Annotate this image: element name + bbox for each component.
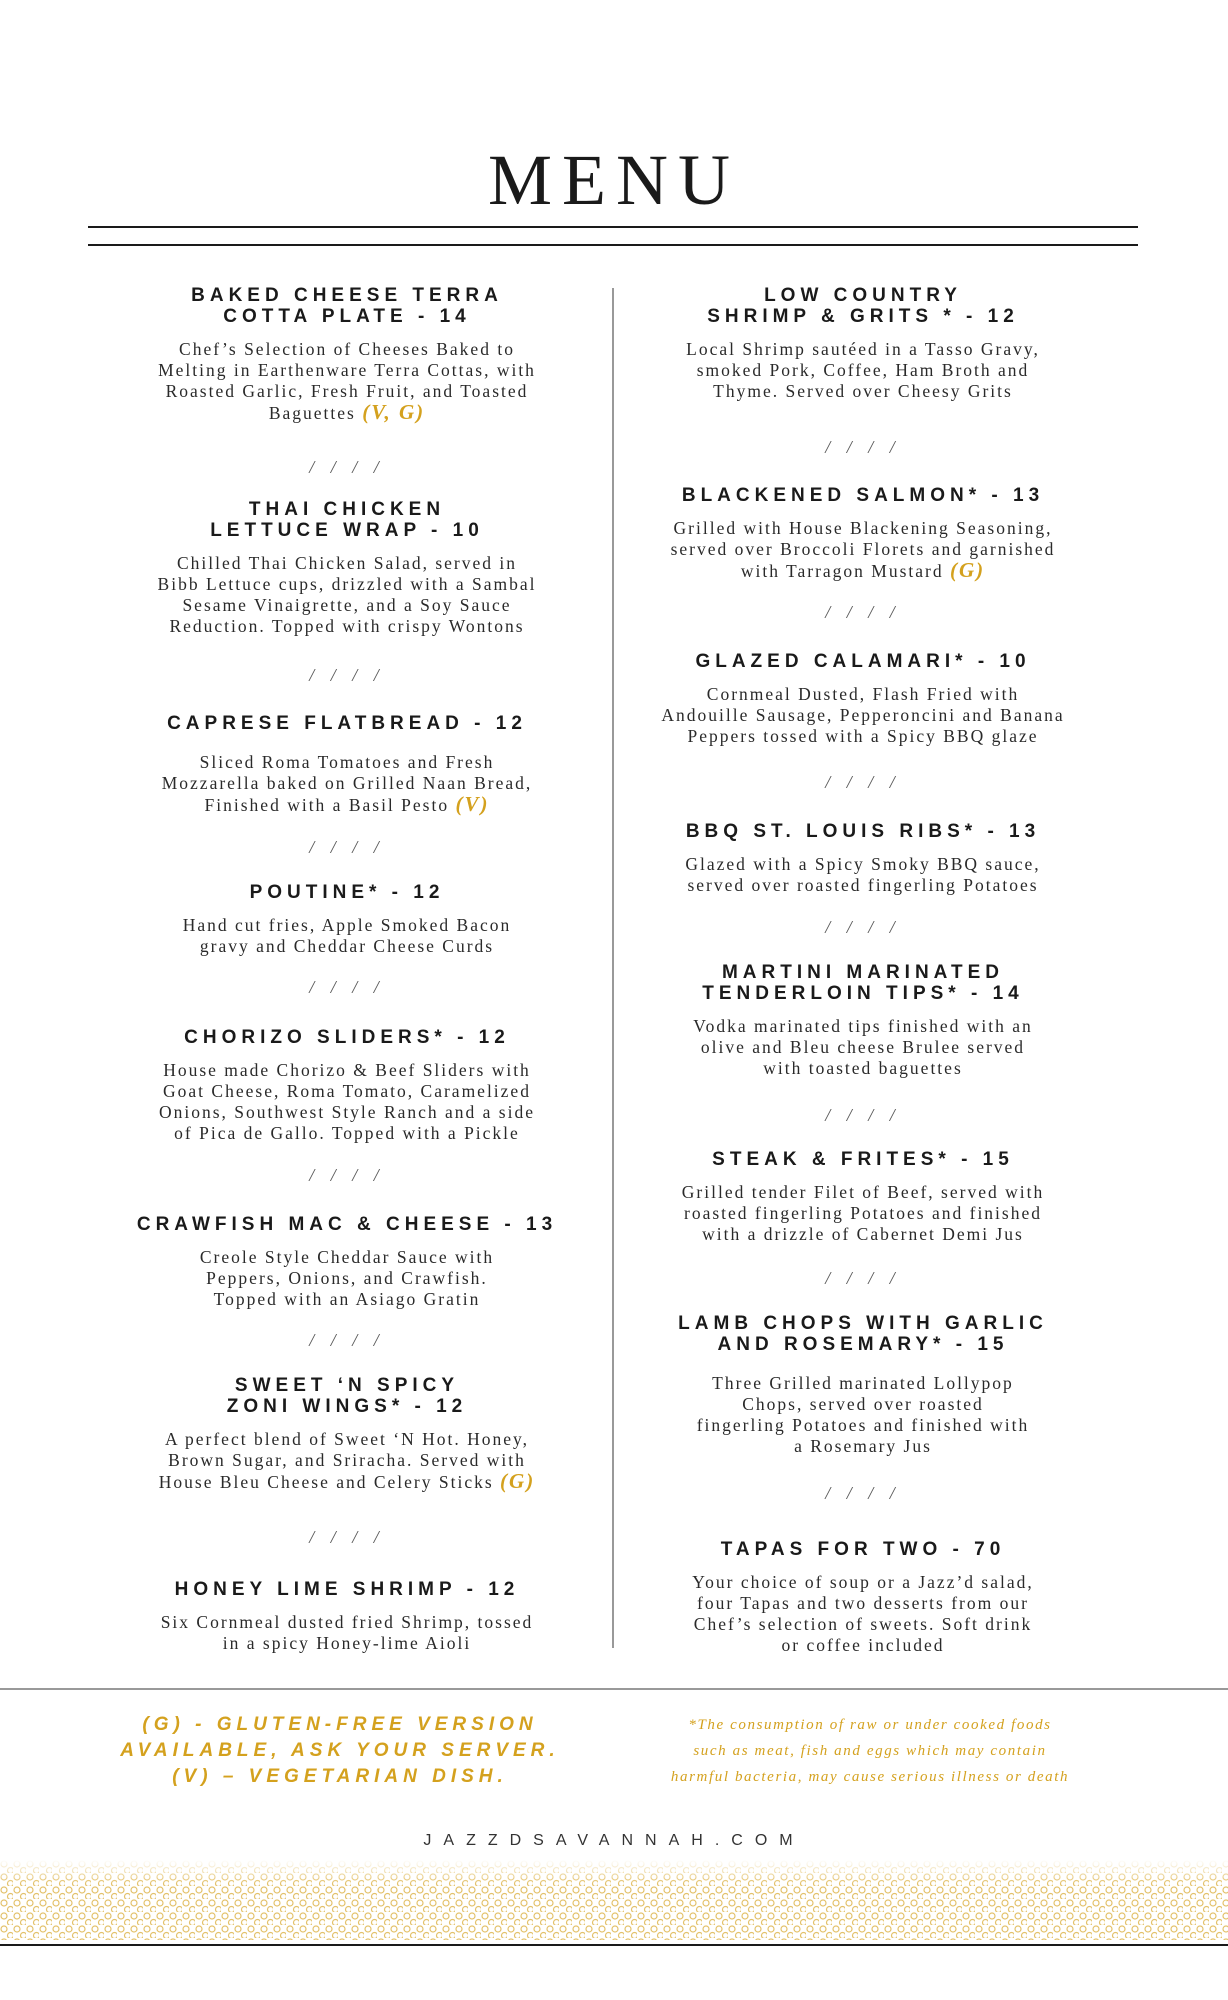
menu-item (628, 285, 1098, 402)
item-description: Hand cut fries, Apple Smoked Bacon gravy and Cheddar Cheese Curds (182, 915, 512, 956)
diet-legend (100, 1712, 580, 1790)
menu-item (112, 1375, 582, 1493)
item-description (112, 339, 582, 424)
menu-item (628, 651, 1098, 747)
separator: / / / / (309, 1527, 385, 1547)
separator: / / / / (309, 1330, 385, 1350)
item-title: HONEY LIME SHRIMP - 12 (174, 1579, 520, 1600)
item-description: Cornmeal Dusted, Flash Fried with Andouille Sausage, Pepperoncini and Banana Peppers tossed with a Spicy BBQ glaze (661, 684, 1065, 746)
separator: / / / / (825, 1268, 901, 1288)
item-description (628, 518, 1098, 582)
dot-pattern (0, 1860, 1228, 1940)
item-description-text: Sliced Roma Tomatoes and Fresh Mozzarella baked on Grilled Naan Bread, Finished with a Basil Pesto (161, 752, 533, 815)
separator: / / / / (825, 1105, 901, 1125)
separator: / / / / (825, 917, 901, 937)
item-title: CRAWFISH MAC & CHEESE - 13 (136, 1214, 558, 1235)
item-title: SWEET ‘N SPICY ZONI WINGS* - 12 (226, 1375, 468, 1417)
menu-item (628, 1149, 1098, 1245)
diet-tag: (V) (455, 792, 490, 816)
website-url: JAZZDSAVANNAH.COM (423, 1832, 805, 1849)
separator: / / / / (825, 1483, 901, 1503)
item-description: Creole Style Cheddar Sauce with Peppers, Onions, and Crawfish. Topped with an Asiago Gratin (199, 1247, 495, 1309)
diet-legend-text: (G) - GLUTEN-FREE VERSION AVAILABLE, ASK YOUR SERVER. (V) – VEGETARIAN DISH. (120, 1714, 560, 1787)
item-title: STEAK & FRITES* - 15 (712, 1149, 1014, 1170)
menu-item (628, 1539, 1098, 1656)
item-description: Local Shrimp sautéed in a Tasso Gravy, smoked Pork, Coffee, Ham Broth and Thyme. Served over Cheesy Grits (686, 339, 1040, 401)
menu-item (112, 499, 582, 637)
column-divider (612, 288, 614, 1648)
item-title: CHORIZO SLIDERS* - 12 (184, 1027, 510, 1048)
menu-item (112, 1214, 582, 1310)
title-rule-bottom (88, 244, 1138, 246)
item-description (112, 1429, 582, 1493)
item-title: BAKED CHEESE TERRA COTTA PLATE - 14 (191, 285, 503, 327)
item-description-text: A perfect blend of Sweet ‘N Hot. Honey, Brown Sugar, and Sriracha. Served with House Bleu Cheese and Celery Sticks (158, 1429, 530, 1492)
separator: / / / / (309, 837, 385, 857)
footer-rule (0, 1688, 1228, 1690)
title-rule-top (88, 226, 1138, 228)
item-description-text: Chef’s Selection of Cheeses Baked to Melting in Earthenware Terra Cottas, with Roasted Garlic, Fresh Fruit, and Toasted Baguettes (158, 339, 536, 423)
diet-tag: (G) (500, 1469, 536, 1493)
item-title: BBQ ST. LOUIS RIBS* - 13 (685, 821, 1041, 842)
item-title: MARTINI MARINATED TENDERLOIN TIPS* - 14 (702, 962, 1024, 1004)
item-description-text: Grilled with House Blackening Seasoning, served over Broccoli Florets and garnished with Tarragon Mustard (670, 518, 1056, 581)
item-title: TAPAS FOR TWO - 70 (720, 1539, 1006, 1560)
item-description: Chilled Thai Chicken Salad, served in Bibb Lettuce cups, drizzled with a Sambal Sesame Vinaigrette, and a Soy Sauce Reduction. Topped with crispy Wontons (157, 553, 537, 636)
menu-item (112, 1027, 582, 1144)
menu-item (628, 821, 1098, 896)
menu-item (112, 1579, 582, 1654)
separator: / / / / (825, 437, 901, 457)
item-title: BLACKENED SALMON* - 13 (681, 485, 1045, 506)
item-title: THAI CHICKEN LETTUCE WRAP - 10 (210, 499, 484, 541)
menu-item (628, 1313, 1098, 1457)
item-description: House made Chorizo & Beef Sliders with Goat Cheese, Roma Tomato, Caramelized Onions, Southwest Style Ranch and a side of Pica de Gallo. Topped with a Pickle (158, 1060, 535, 1143)
menu-item (112, 713, 582, 816)
menu-item (628, 962, 1098, 1079)
separator: / / / / (309, 1165, 385, 1185)
menu-item (112, 285, 582, 424)
separator: / / / / (309, 665, 385, 685)
separator: / / / / (309, 457, 385, 477)
separator: / / / / (309, 977, 385, 997)
menu-item (112, 882, 582, 957)
item-description: Vodka marinated tips finished with an olive and Bleu cheese Brulee served with toasted baguettes (693, 1016, 1033, 1078)
item-description (112, 752, 582, 816)
item-title: LOW COUNTRY SHRIMP & GRITS * - 12 (707, 285, 1019, 327)
item-title: CAPRESE FLATBREAD - 12 (167, 713, 527, 734)
item-title: GLAZED CALAMARI* - 10 (695, 651, 1031, 672)
diet-tag: (V, G) (362, 400, 426, 424)
separator: / / / / (825, 772, 901, 792)
item-description: Grilled tender Filet of Beef, served with roasted fingerling Potatoes and finished with a drizzle of Cabernet Demi Jus (681, 1182, 1045, 1244)
separator: / / / / (825, 602, 901, 622)
item-description: Six Cornmeal dusted fried Shrimp, tossed in a spicy Honey-lime Aioli (160, 1612, 534, 1653)
item-title: LAMB CHOPS WITH GARLIC AND ROSEMARY* - 15 (678, 1313, 1048, 1355)
item-description: Your choice of soup or a Jazz’d salad, four Tapas and two desserts from our Chef’s selection of sweets. Soft drink or coffee included (692, 1572, 1034, 1655)
page-title: MENU (488, 140, 740, 220)
menu-item (628, 485, 1098, 582)
item-title: POUTINE* - 12 (249, 882, 445, 903)
item-description: Three Grilled marinated Lollypop Chops, served over roasted fingerling Potatoes and finished with a Rosemary Jus (696, 1373, 1030, 1456)
diet-tag: (G) (950, 558, 986, 582)
base-rule (0, 1944, 1228, 1946)
food-safety-disclaimer (630, 1712, 1110, 1790)
item-description: Glazed with a Spicy Smoky BBQ sauce, served over roasted fingerling Potatoes (685, 854, 1041, 895)
disclaimer-text: *The consumption of raw or under cooked foods such as meat, fish and eggs which may contain harmful bacteria, may cause serious illness or death (670, 1717, 1070, 1785)
